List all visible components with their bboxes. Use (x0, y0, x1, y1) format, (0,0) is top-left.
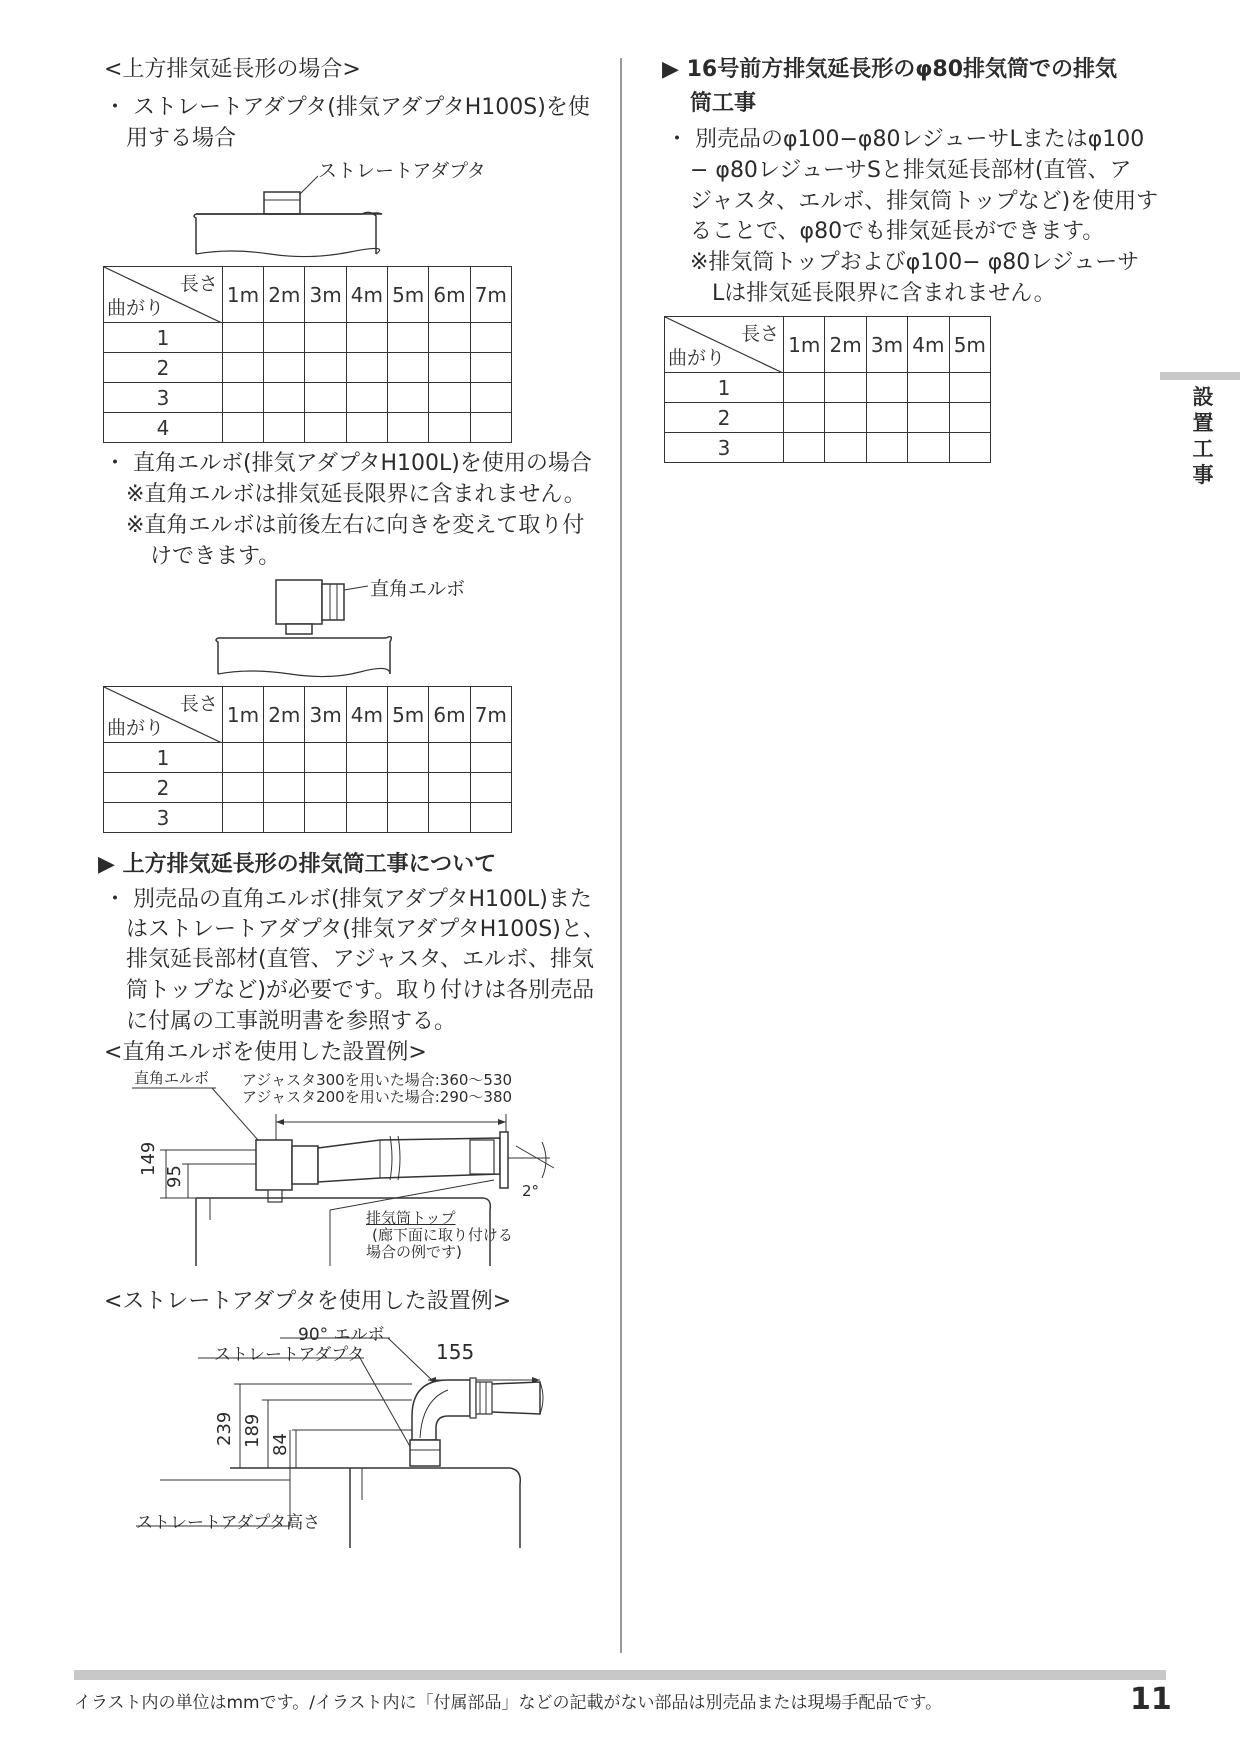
length-bend-table-2 (103, 686, 512, 833)
section-title-phi80-cont: 筒工事 (690, 91, 757, 116)
heading-upper-exhaust: <上方排気延長形の場合> (104, 57, 361, 82)
note-elbow-limit: ※直角エルボは排気延長限界に含まれません。 (126, 482, 586, 507)
length-label: 長さ (741, 323, 780, 345)
row-header: 1 (104, 323, 223, 353)
label-exhaust-top-note2: 場合の例です) (366, 1243, 462, 1261)
para-upper-line2: はストレートアダプタ(排気アダプタH100S)と、 (126, 917, 605, 942)
table-row (104, 743, 512, 773)
table-row (665, 433, 991, 463)
length-bend-table-1 (103, 266, 512, 443)
para-upper-line5: に付属の工事説明書を参照する。 (126, 1009, 457, 1034)
col-header: 5m (949, 317, 990, 373)
label-90-elbow: 90° エルボ (298, 1325, 385, 1345)
length-bend-table-3 (664, 316, 991, 463)
col-header: 2m (264, 267, 305, 323)
angle-label: 2° (522, 1182, 540, 1200)
page-number: 11 (1130, 1682, 1172, 1717)
elbow-installation-diagram (130, 1070, 570, 1270)
row-header: 2 (104, 773, 223, 803)
section-title-upper-exhaust-work: ▶ 上方排気延長形の排気筒工事について (98, 852, 497, 877)
row-header: 4 (104, 413, 223, 443)
length-label: 長さ (179, 693, 218, 715)
col-header: 3m (866, 317, 907, 373)
col-header: 6m (429, 267, 470, 323)
bend-label: 曲がり (668, 347, 726, 369)
table-corner (104, 267, 223, 323)
table-row (104, 323, 512, 353)
col-header: 6m (429, 687, 470, 743)
row-header: 1 (665, 373, 784, 403)
straight-installation-diagram (130, 1320, 570, 1550)
table-row (104, 383, 512, 413)
footer-bar (74, 1670, 1166, 1680)
col-header: 5m (388, 687, 429, 743)
table-row (665, 373, 991, 403)
note-phi80-line2: Lは排気延長限界に含まれません。 (712, 281, 1056, 306)
bullet-straight-adapter-cont: 用する場合 (126, 126, 237, 151)
note-phi80-line1: ※排気筒トップおよびφ100− φ80レジューサ (690, 250, 1140, 275)
table-corner (665, 317, 784, 373)
straight-adapter-label: ストレートアダプタ (318, 160, 486, 182)
row-header: 2 (104, 353, 223, 383)
note-elbow-direction-cont: けできます。 (150, 544, 281, 569)
example-straight-title: <ストレートアダプタを使用した設置例> (104, 1289, 512, 1314)
table-row (104, 353, 512, 383)
table-corner (104, 687, 223, 743)
column-divider (620, 58, 622, 1653)
col-header: 2m (825, 317, 866, 373)
row-header: 1 (104, 743, 223, 773)
col-header: 2m (264, 687, 305, 743)
bullet-straight-adapter: ・ ストレートアダプタ(排気アダプタH100S)を使 (104, 95, 590, 120)
bullet-right-angle-elbow: ・ 直角エルボ(排気アダプタH100L)を使用の場合 (104, 451, 592, 476)
para-upper-line1: ・ 別売品の直角エルボ(排気アダプタH100L)また (104, 887, 592, 912)
col-header: 1m (222, 267, 263, 323)
length-label: 長さ (179, 273, 218, 295)
para-phi80-line1: ・ 別売品のφ100−φ80レジューサLまたはφ100 (666, 127, 1145, 152)
table-row (104, 773, 512, 803)
para-upper-line4: 筒トップなど)が必要です。取り付けは各別売品 (126, 978, 595, 1003)
row-header: 3 (665, 433, 784, 463)
col-header: 7m (470, 267, 511, 323)
col-header: 3m (305, 687, 346, 743)
col-header: 1m (222, 687, 263, 743)
dim-95: 95 (164, 1165, 185, 1188)
bend-label: 曲がり (107, 717, 165, 739)
para-phi80-line3: ジャスタ、エルボ、排気筒トップなど)を使用す (690, 189, 1159, 214)
para-upper-line3: 排気延長部材(直管、アジャスタ、エルボ、排気 (126, 947, 594, 972)
label-exhaust-top-note1: (廊下面に取り付ける (372, 1226, 513, 1244)
dim-84: 84 (270, 1433, 291, 1456)
label-adapter-height: ストレートアダプタ高さ (136, 1513, 321, 1533)
table-row (104, 803, 512, 833)
right-angle-elbow-diagram (210, 574, 510, 678)
label-adjuster-300: アジャスタ300を用いた場合:360〜530 (242, 1071, 513, 1089)
dim-189: 189 (242, 1413, 263, 1448)
col-header: 4m (908, 317, 949, 373)
dim-155: 155 (436, 1340, 475, 1364)
label-adjuster-200: アジャスタ200を用いた場合:290〜380 (242, 1088, 513, 1106)
para-phi80-line4: ることで、φ80でも排気延長ができます。 (690, 219, 1105, 244)
note-elbow-direction: ※直角エルボは前後左右に向きを変えて取り付 (126, 513, 585, 538)
section-title-phi80: ▶ 16号前方排気延長形のφ80排気筒での排気 (662, 57, 1118, 82)
table-row (665, 403, 991, 433)
col-header: 4m (346, 687, 387, 743)
dim-239: 239 (214, 1411, 235, 1446)
col-header: 7m (470, 687, 511, 743)
para-phi80-line2: − φ80レジューサSと排気延長部材(直管、ア (690, 158, 1132, 183)
right-angle-elbow-label: 直角エルボ (370, 578, 466, 600)
sidebar-tab-bar (1160, 372, 1240, 380)
footer-note: イラスト内の単位はmmです。/イラスト内に「付属部品」などの記載がない部品は別売品または現場手配品です。 (74, 1693, 943, 1713)
row-header: 3 (104, 803, 223, 833)
sidebar-chapter-label: 設置工事 (1192, 385, 1214, 487)
row-header: 3 (104, 383, 223, 413)
row-header: 2 (665, 403, 784, 433)
straight-adapter-diagram (190, 154, 530, 262)
example-elbow-title: <直角エルボを使用した設置例> (104, 1040, 427, 1065)
label-straight-adapter: ストレートアダプタ (214, 1345, 365, 1365)
table-row (104, 413, 512, 443)
bend-label: 曲がり (107, 297, 165, 319)
dim-149: 149 (138, 1141, 159, 1176)
col-header: 5m (388, 267, 429, 323)
col-header: 3m (305, 267, 346, 323)
col-header: 1m (784, 317, 825, 373)
label-elbow: 直角エルボ (134, 1069, 210, 1087)
label-exhaust-top: 排気筒トップ (366, 1209, 456, 1227)
col-header: 4m (346, 267, 387, 323)
